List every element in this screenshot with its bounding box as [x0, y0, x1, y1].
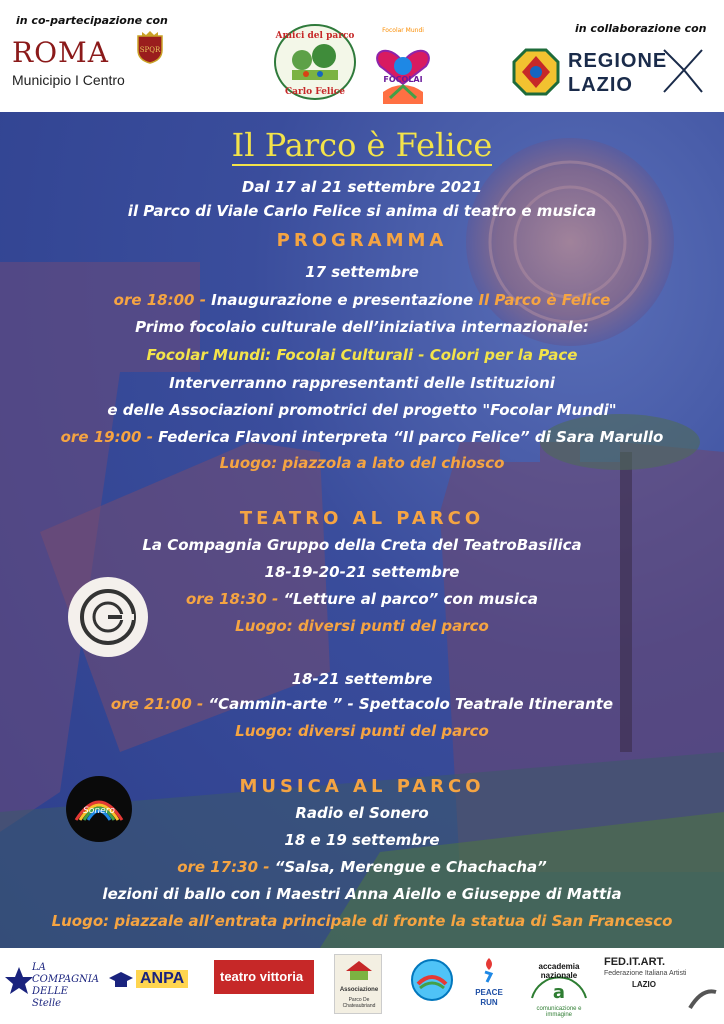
brush-icon	[688, 986, 718, 1012]
graduation-cap-icon	[108, 970, 134, 992]
compagnia-line: La Compagnia Gruppo della Creta del TeatroBasilica	[142, 536, 582, 554]
fedit-sub-text: Federazione Italiana Artisti	[604, 970, 687, 977]
ore1730-line: ore 17:30 - “Salsa, Merengue e Chachacha”	[177, 858, 547, 876]
sonero-logo-text: Sonero	[83, 806, 115, 816]
fedit-text: FED.IT.ART.	[604, 956, 666, 968]
peace-run-logo	[472, 956, 506, 1014]
teatrobasilica-logo-icon	[67, 576, 149, 658]
luogo1-line: Luogo: piazzola a lato del chiosco	[219, 454, 505, 472]
anpa-text: ANPA	[136, 970, 188, 988]
accademia-text: accademia nazionale	[538, 962, 580, 980]
focolai-logo	[368, 22, 438, 106]
primo-line: Primo focolaio culturale dell’iniziativa internazionale:	[135, 318, 589, 336]
lezioni-line: lezioni di ballo con i Maestri Anna Aiello e Giuseppe di Mattia	[102, 885, 622, 903]
svg-text:Amici del parco: Amici del parco	[275, 31, 355, 41]
teatro-heading: TEATRO AL PARCO	[239, 508, 485, 529]
svg-text:SPQR: SPQR	[139, 46, 161, 54]
svg-text:Focolar Mundi: Focolar Mundi	[382, 27, 424, 34]
roma-wordmark: ROMA	[12, 36, 109, 69]
collaborazione-note: in collaborazione con	[575, 22, 707, 35]
svg-text:Carlo Felice: Carlo Felice	[285, 87, 345, 97]
ore2100-line: ore 21:00 - “Cammin-arte ” - Spettacolo Teatrale Itinerante	[110, 695, 614, 713]
copartecipazione-note: in co-partecipazione con	[16, 14, 168, 27]
accademia-sub-text: comunicazione e immagine	[536, 1006, 582, 1018]
day1-line: 17 settembre	[305, 263, 419, 281]
teatro-vittoria-text: teatro vittoria	[220, 969, 304, 984]
anpa-logo	[108, 958, 192, 1006]
fedit-lazio-text: LAZIO	[632, 980, 656, 989]
teatro-dates-line: 18-19-20-21 settembre	[264, 563, 460, 581]
luogo4-line: Luogo: piazzale all’entrata principale di fronte la statua di San Francesco	[51, 912, 673, 930]
globe-hands-icon	[410, 958, 454, 1002]
ore1900-line: ore 19:00 - Federica Flavoni interpreta “Il parco Felice” di Sara Marullo	[60, 428, 664, 446]
radio-sonero-logo	[66, 776, 132, 842]
accademia-nazionale-logo	[524, 954, 594, 1018]
dates-line: Dal 17 al 21 settembre 2021	[241, 178, 483, 196]
house-icon	[344, 959, 374, 981]
roma-crest-icon	[136, 30, 164, 64]
regione-lazio-emblem-icon	[512, 48, 560, 96]
compagnia-stelle-logo	[4, 958, 100, 1009]
musica-dates-line: 18 e 19 settembre	[284, 831, 440, 849]
subtitle-line: il Parco di Viale Carlo Felice si anima di teatro e musica	[127, 202, 597, 220]
radio-line: Radio el Sonero	[295, 804, 429, 822]
star-icon	[4, 966, 34, 996]
svg-text:a: a	[552, 982, 566, 1003]
programma-heading: PROGRAMMA	[276, 230, 448, 251]
dates2-line: 18-21 settembre	[291, 670, 433, 688]
focolar-line: Focolar Mundi: Focolai Culturali - Colori per la Pace	[146, 346, 578, 364]
peace-run-text: PEACE RUN	[475, 988, 503, 1007]
footer-sponsors	[0, 948, 724, 1024]
municipio-label: Municipio I Centro	[12, 72, 125, 88]
associazioni-line: e delle Associazioni promotrici del progetto "Focolar Mundi"	[107, 401, 617, 419]
teatro-vittoria-logo	[214, 960, 314, 994]
associazione-text: Associazione	[339, 987, 379, 993]
regione-line2: LAZIO	[568, 74, 633, 96]
interverranno-line: Interverranno rappresentanti delle Istituzioni	[169, 374, 555, 392]
regione-lazio-logo	[512, 44, 704, 100]
ore1800-line: ore 18:00 - Inaugurazione e presentazione Il Parco è Felice	[113, 291, 611, 309]
svg-text:FOCOLAI: FOCOLAI	[383, 75, 423, 84]
regione-chevron-icon	[662, 46, 704, 96]
fedit-art-logo	[604, 956, 720, 1018]
compagnia-stelle-text: LA COMPAGNIA DELLE Stelle	[32, 962, 100, 1009]
regione-line1: REGIONE	[568, 50, 668, 72]
header-bar	[0, 0, 724, 112]
luogo2-line: Luogo: diversi punti del parco	[235, 617, 489, 635]
amici-del-parco-logo	[272, 22, 358, 102]
poster-area	[0, 112, 724, 948]
poster-title: Il Parco è Felice	[231, 126, 493, 164]
associazione-sub-text: Parco De Chateaubriand	[342, 997, 376, 1009]
luogo3-line: Luogo: diversi punti del parco	[235, 722, 489, 740]
musica-heading: MUSICA AL PARCO	[239, 776, 485, 797]
ore1830-line: ore 18:30 - “Letture al parco” con musica	[185, 590, 539, 608]
associazione-logo	[334, 954, 382, 1014]
torch-runner-icon	[477, 956, 501, 984]
